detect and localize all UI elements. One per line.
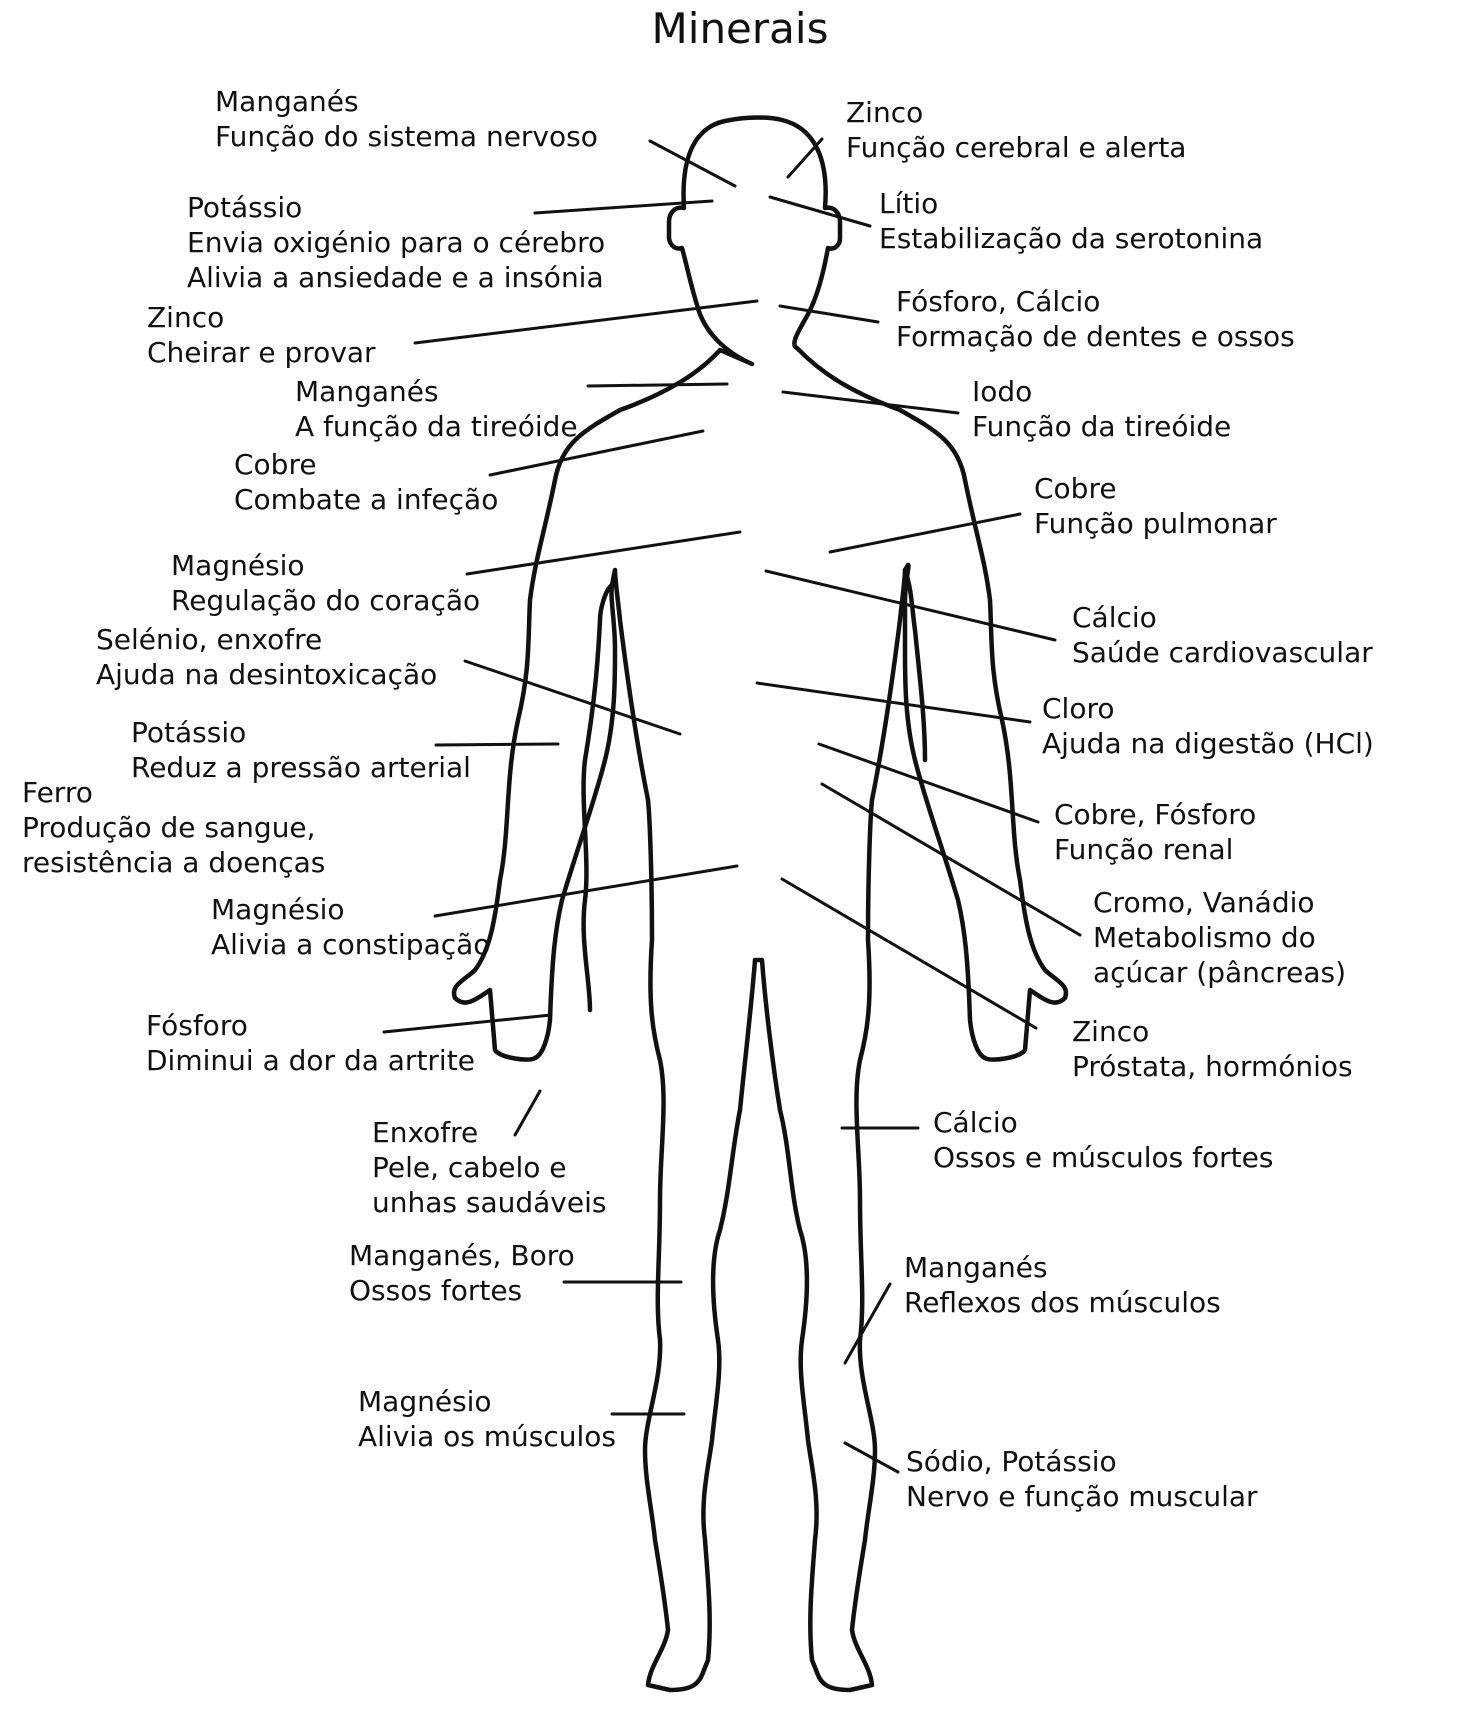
label-cobre-lung <box>1034 471 1277 541</box>
label-fosforo-arthritis <box>146 1008 475 1078</box>
label-cobre-infection <box>234 447 498 517</box>
mineral-function: Função da tireóide <box>972 410 1232 443</box>
label-manganes-boro <box>349 1238 575 1308</box>
mineral-name: Potássio <box>187 191 303 224</box>
mineral-name: Cobre <box>234 448 317 481</box>
mineral-function: Metabolismo do <box>1093 921 1316 954</box>
diagram-title: Minerais <box>651 4 829 53</box>
leader-line <box>467 532 740 574</box>
leader-line <box>845 1284 890 1363</box>
leader-line <box>783 392 958 413</box>
mineral-function: Produção de sangue, <box>22 811 316 844</box>
leader-line <box>588 384 727 386</box>
leader-line <box>780 306 878 322</box>
mineral-name: Cloro <box>1042 692 1115 725</box>
mineral-name: Magnésio <box>211 893 345 926</box>
left-inner-arm <box>584 585 612 1010</box>
mineral-name: Selénio, enxofre <box>96 623 323 656</box>
label-zinco-smell <box>147 300 376 370</box>
mineral-name: Zinco <box>1072 1015 1150 1048</box>
leader-line <box>782 879 1036 1028</box>
label-magnesio-constipation <box>211 892 490 962</box>
mineral-name: Potássio <box>131 716 247 749</box>
mineral-function: Regulação do coração <box>171 584 481 617</box>
mineral-function: Ossos e músculos fortes <box>933 1141 1274 1174</box>
label-selenio-enxofre <box>96 622 437 692</box>
mineral-function: resistência a doenças <box>22 846 326 879</box>
leader-line <box>465 661 680 734</box>
mineral-name: Sódio, Potássio <box>906 1445 1117 1478</box>
mineral-name: Cobre <box>1034 472 1117 505</box>
mineral-function: Diminui a dor da artrite <box>146 1044 475 1077</box>
mineral-function: Função do sistema nervoso <box>215 120 598 153</box>
label-magnesio-muscles <box>358 1384 616 1454</box>
mineral-function: Ossos fortes <box>349 1274 523 1307</box>
mineral-function: Alivia a ansiedade e a insónia <box>187 261 604 294</box>
leader-line <box>822 784 1080 935</box>
mineral-name: Lítio <box>879 187 939 220</box>
label-manganes-reflex <box>904 1250 1221 1320</box>
mineral-name: Magnésio <box>171 549 305 582</box>
mineral-function: açúcar (pâncreas) <box>1093 956 1347 989</box>
mineral-name: Enxofre <box>372 1116 479 1149</box>
label-calcio-cardio <box>1072 600 1373 670</box>
label-magnesio-heart <box>171 548 480 618</box>
label-zinco-brain <box>846 95 1186 165</box>
mineral-name: Manganés <box>904 1251 1048 1284</box>
label-litio <box>879 186 1263 256</box>
label-potassio-oxygen <box>187 190 605 295</box>
label-fosforo-calcio-teeth <box>896 284 1295 354</box>
mineral-function: A função da tireóide <box>295 410 578 443</box>
mineral-name: Cálcio <box>1072 601 1157 634</box>
mineral-function: Cheirar e provar <box>147 336 376 369</box>
mineral-function: Reflexos dos músculos <box>904 1286 1221 1319</box>
mineral-name: Manganés <box>295 375 439 408</box>
mineral-function: Reduz a pressão arterial <box>131 751 471 784</box>
mineral-function: Estabilização da serotonina <box>879 222 1264 255</box>
label-manganes-thyroid <box>295 374 578 444</box>
mineral-function: Função pulmonar <box>1034 507 1277 540</box>
leader-line <box>788 139 822 177</box>
label-cloro <box>1042 691 1374 761</box>
mineral-function: Função cerebral e alerta <box>846 131 1187 164</box>
mineral-name: Zinco <box>846 96 924 129</box>
leader-line <box>770 197 870 226</box>
mineral-name: Zinco <box>147 301 225 334</box>
mineral-function: Ajuda na digestão (HCl) <box>1042 727 1374 760</box>
mineral-function: Pele, cabelo e <box>372 1151 567 1184</box>
label-cobre-fosforo-kidney <box>1054 797 1256 867</box>
mineral-function: Envia oxigénio para o cérebro <box>187 226 606 259</box>
mineral-function: unhas saudáveis <box>372 1186 607 1219</box>
mineral-name: Cromo, Vanádio <box>1093 886 1315 919</box>
mineral-name: Fósforo, Cálcio <box>896 285 1101 318</box>
mineral-name: Cálcio <box>933 1106 1018 1139</box>
leader-line <box>757 683 1030 722</box>
leader-line <box>845 1443 898 1472</box>
label-calcio-bones <box>933 1105 1273 1175</box>
mineral-function: Saúde cardiovascular <box>1072 636 1373 669</box>
label-cromo-vanadio <box>1093 885 1346 990</box>
mineral-name: Manganés, Boro <box>349 1239 575 1272</box>
mineral-function: Alivia a constipação <box>211 928 491 961</box>
mineral-name: Cobre, Fósforo <box>1054 798 1257 831</box>
label-enxofre-skin <box>372 1115 606 1220</box>
mineral-function: Nervo e função muscular <box>906 1480 1258 1513</box>
leader-line <box>766 571 1055 640</box>
mineral-name: Fósforo <box>146 1009 248 1042</box>
mineral-name: Magnésio <box>358 1385 492 1418</box>
mineral-function: Próstata, hormónios <box>1072 1050 1353 1083</box>
mineral-function: Função renal <box>1054 833 1234 866</box>
mineral-function: Alivia os músculos <box>358 1420 616 1453</box>
mineral-name: Ferro <box>22 776 93 809</box>
mineral-name: Iodo <box>972 375 1033 408</box>
label-sodio-potassio <box>906 1444 1258 1514</box>
mineral-function: Combate a infeção <box>234 483 499 516</box>
label-manganes-nervous <box>215 84 598 154</box>
label-ferro <box>22 775 325 880</box>
mineral-function: Ajuda na desintoxicação <box>96 658 438 691</box>
label-iodo <box>972 374 1231 444</box>
leader-line <box>830 514 1020 552</box>
mineral-function: Formação de dentes e ossos <box>896 320 1295 353</box>
mineral-name: Manganés <box>215 85 359 118</box>
label-zinco-prostate <box>1072 1014 1353 1084</box>
